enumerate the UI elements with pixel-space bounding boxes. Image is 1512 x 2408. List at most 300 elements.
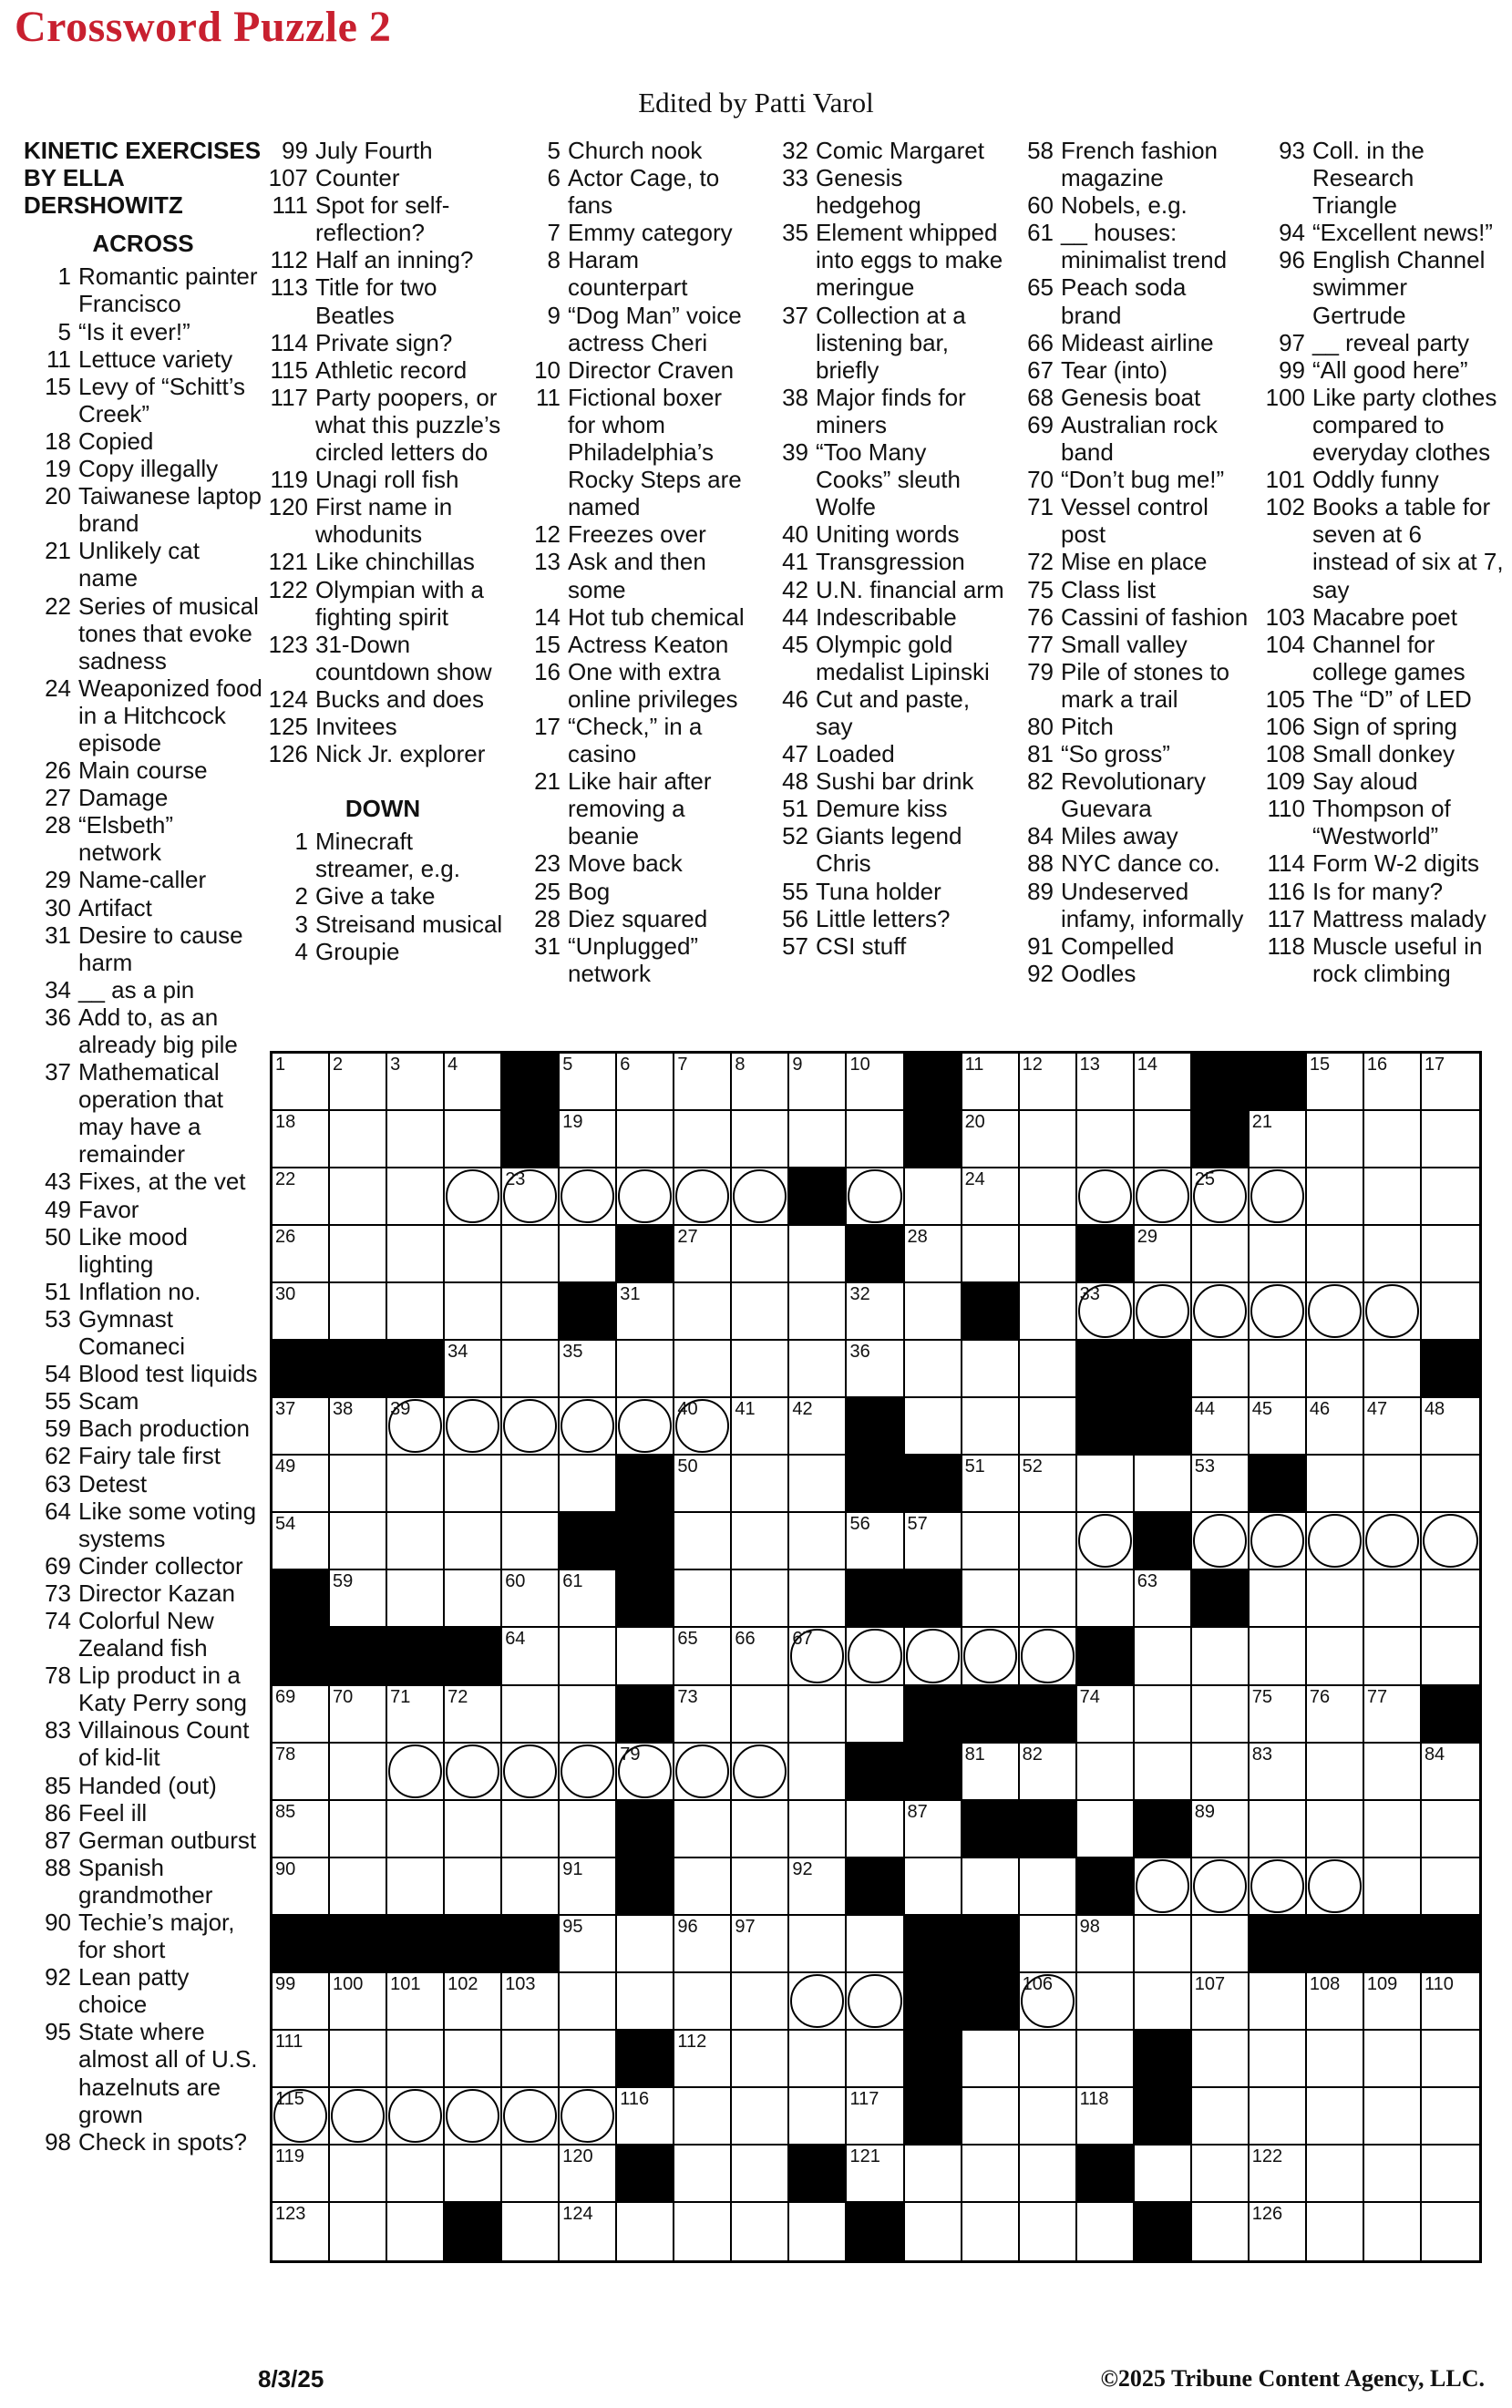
grid-cell[interactable] xyxy=(789,2088,847,2146)
grid-cell[interactable] xyxy=(1192,1513,1250,1570)
grid-cell[interactable] xyxy=(1422,1398,1479,1456)
grid-cell[interactable] xyxy=(1364,1570,1422,1628)
grid-cell[interactable] xyxy=(387,2031,445,2088)
grid-cell[interactable] xyxy=(1020,1916,1077,1973)
grid-cell[interactable] xyxy=(1020,1341,1077,1398)
grid-cell[interactable] xyxy=(905,1801,962,1858)
grid-cell[interactable] xyxy=(1192,1686,1250,1744)
grid-cell[interactable] xyxy=(1020,1456,1077,1513)
grid-cell[interactable] xyxy=(560,1686,617,1744)
grid-cell[interactable] xyxy=(674,1283,732,1341)
grid-cell[interactable] xyxy=(789,2031,847,2088)
grid-cell[interactable] xyxy=(1250,1226,1307,1283)
grid-cell[interactable] xyxy=(905,2146,962,2203)
grid-cell[interactable] xyxy=(1307,1168,1364,1226)
grid-cell[interactable] xyxy=(1307,1054,1364,1111)
grid-cell[interactable] xyxy=(1422,1513,1479,1570)
grid-cell[interactable] xyxy=(1020,1398,1077,1456)
grid-cell[interactable] xyxy=(617,2088,674,2146)
grid-cell[interactable] xyxy=(1422,1283,1479,1341)
grid-cell[interactable] xyxy=(1077,1111,1135,1168)
grid-cell[interactable] xyxy=(1192,1916,1250,1973)
grid-cell[interactable] xyxy=(905,1628,962,1685)
grid-cell[interactable] xyxy=(789,1858,847,1916)
grid-cell[interactable] xyxy=(387,1111,445,1168)
grid-cell[interactable] xyxy=(1192,1226,1250,1283)
grid-cell[interactable] xyxy=(1422,1973,1479,2031)
grid-cell[interactable] xyxy=(1192,2203,1250,2260)
grid-cell[interactable] xyxy=(674,1341,732,1398)
grid-cell[interactable] xyxy=(273,1168,330,1226)
grid-cell[interactable] xyxy=(1422,2203,1479,2260)
grid-cell[interactable] xyxy=(1020,1513,1077,1570)
grid-cell[interactable] xyxy=(445,1686,502,1744)
grid-cell[interactable] xyxy=(847,1973,904,2031)
grid-cell[interactable] xyxy=(674,2088,732,2146)
grid-cell[interactable] xyxy=(387,1801,445,1858)
grid-cell[interactable] xyxy=(330,1283,387,1341)
grid-cell[interactable] xyxy=(273,1111,330,1168)
grid-cell[interactable] xyxy=(674,1054,732,1111)
grid-cell[interactable] xyxy=(1192,1858,1250,1916)
grid-cell[interactable] xyxy=(445,1341,502,1398)
grid-cell[interactable] xyxy=(962,1054,1020,1111)
grid-cell[interactable] xyxy=(732,1973,789,2031)
grid-cell[interactable] xyxy=(674,2203,732,2260)
grid-cell[interactable] xyxy=(502,1686,560,1744)
grid-cell[interactable] xyxy=(330,1744,387,1801)
grid-cell[interactable] xyxy=(674,1398,732,1456)
grid-cell[interactable] xyxy=(1422,2088,1479,2146)
grid-cell[interactable] xyxy=(905,1341,962,1398)
grid-cell[interactable] xyxy=(847,1283,904,1341)
grid-cell[interactable] xyxy=(962,2203,1020,2260)
grid-cell[interactable] xyxy=(789,1111,847,1168)
grid-cell[interactable] xyxy=(789,1916,847,1973)
grid-cell[interactable] xyxy=(560,1054,617,1111)
grid-cell[interactable] xyxy=(560,1973,617,2031)
grid-cell[interactable] xyxy=(387,1973,445,2031)
grid-cell[interactable] xyxy=(732,1111,789,1168)
grid-cell[interactable] xyxy=(847,2146,904,2203)
grid-cell[interactable] xyxy=(1364,1283,1422,1341)
grid-cell[interactable] xyxy=(1307,1973,1364,2031)
grid-cell[interactable] xyxy=(732,1686,789,1744)
grid-cell[interactable] xyxy=(560,2146,617,2203)
grid-cell[interactable] xyxy=(330,1801,387,1858)
grid-cell[interactable] xyxy=(789,1973,847,2031)
grid-cell[interactable] xyxy=(502,1744,560,1801)
grid-cell[interactable] xyxy=(560,2203,617,2260)
grid-cell[interactable] xyxy=(1077,1283,1135,1341)
grid-cell[interactable] xyxy=(1364,2088,1422,2146)
grid-cell[interactable] xyxy=(732,1801,789,1858)
grid-cell[interactable] xyxy=(1422,1054,1479,1111)
grid-cell[interactable] xyxy=(1422,1570,1479,1628)
grid-cell[interactable] xyxy=(1307,1283,1364,1341)
grid-cell[interactable] xyxy=(445,1283,502,1341)
grid-cell[interactable] xyxy=(1250,1398,1307,1456)
crossword-grid[interactable] xyxy=(270,1051,1482,2263)
grid-cell[interactable] xyxy=(1192,1744,1250,1801)
grid-cell[interactable] xyxy=(732,1398,789,1456)
grid-cell[interactable] xyxy=(273,1456,330,1513)
grid-cell[interactable] xyxy=(674,1111,732,1168)
grid-cell[interactable] xyxy=(1364,1628,1422,1685)
grid-cell[interactable] xyxy=(1077,1570,1135,1628)
grid-cell[interactable] xyxy=(789,1456,847,1513)
grid-cell[interactable] xyxy=(674,1226,732,1283)
grid-cell[interactable] xyxy=(273,1744,330,1801)
grid-cell[interactable] xyxy=(1250,1973,1307,2031)
grid-cell[interactable] xyxy=(1077,1916,1135,1973)
grid-cell[interactable] xyxy=(1077,2088,1135,2146)
grid-cell[interactable] xyxy=(1307,1858,1364,1916)
grid-cell[interactable] xyxy=(560,1398,617,1456)
grid-cell[interactable] xyxy=(1307,1226,1364,1283)
grid-cell[interactable] xyxy=(962,1513,1020,1570)
grid-cell[interactable] xyxy=(732,1341,789,1398)
grid-cell[interactable] xyxy=(1422,1744,1479,1801)
grid-cell[interactable] xyxy=(674,1801,732,1858)
grid-cell[interactable] xyxy=(617,1283,674,1341)
grid-cell[interactable] xyxy=(1135,2146,1192,2203)
grid-cell[interactable] xyxy=(387,2088,445,2146)
grid-cell[interactable] xyxy=(330,1513,387,1570)
grid-cell[interactable] xyxy=(1135,1744,1192,1801)
grid-cell[interactable] xyxy=(273,1801,330,1858)
grid-cell[interactable] xyxy=(445,1168,502,1226)
grid-cell[interactable] xyxy=(387,1226,445,1283)
grid-cell[interactable] xyxy=(387,1513,445,1570)
grid-cell[interactable] xyxy=(1250,2146,1307,2203)
grid-cell[interactable] xyxy=(1307,1341,1364,1398)
grid-cell[interactable] xyxy=(1077,1168,1135,1226)
grid-cell[interactable] xyxy=(273,1226,330,1283)
grid-cell[interactable] xyxy=(445,1570,502,1628)
grid-cell[interactable] xyxy=(617,1973,674,2031)
grid-cell[interactable] xyxy=(962,1570,1020,1628)
grid-cell[interactable] xyxy=(789,2203,847,2260)
grid-cell[interactable] xyxy=(789,1628,847,1685)
grid-cell[interactable] xyxy=(273,2031,330,2088)
grid-cell[interactable] xyxy=(1422,1801,1479,1858)
grid-cell[interactable] xyxy=(1020,2203,1077,2260)
grid-cell[interactable] xyxy=(617,1168,674,1226)
grid-cell[interactable] xyxy=(1077,1801,1135,1858)
grid-cell[interactable] xyxy=(1077,1744,1135,1801)
grid-cell[interactable] xyxy=(1135,1168,1192,1226)
grid-cell[interactable] xyxy=(1192,1168,1250,1226)
grid-cell[interactable] xyxy=(789,1513,847,1570)
grid-cell[interactable] xyxy=(330,1973,387,2031)
grid-cell[interactable] xyxy=(789,1341,847,1398)
grid-cell[interactable] xyxy=(330,2146,387,2203)
grid-cell[interactable] xyxy=(1135,1570,1192,1628)
grid-cell[interactable] xyxy=(502,1628,560,1685)
grid-cell[interactable] xyxy=(732,1916,789,1973)
grid-cell[interactable] xyxy=(1364,1168,1422,1226)
grid-cell[interactable] xyxy=(273,1283,330,1341)
grid-cell[interactable] xyxy=(273,1686,330,1744)
grid-cell[interactable] xyxy=(445,1513,502,1570)
grid-cell[interactable] xyxy=(1020,1226,1077,1283)
grid-cell[interactable] xyxy=(1077,1686,1135,1744)
grid-cell[interactable] xyxy=(1020,2031,1077,2088)
grid-cell[interactable] xyxy=(502,2203,560,2260)
grid-cell[interactable] xyxy=(847,1686,904,1744)
grid-cell[interactable] xyxy=(445,1111,502,1168)
grid-cell[interactable] xyxy=(1020,1283,1077,1341)
grid-cell[interactable] xyxy=(1364,2031,1422,2088)
grid-cell[interactable] xyxy=(1250,1570,1307,1628)
grid-cell[interactable] xyxy=(330,1226,387,1283)
grid-cell[interactable] xyxy=(1307,1628,1364,1685)
grid-cell[interactable] xyxy=(1307,1456,1364,1513)
grid-cell[interactable] xyxy=(847,1341,904,1398)
grid-cell[interactable] xyxy=(330,1858,387,1916)
grid-cell[interactable] xyxy=(1422,2146,1479,2203)
grid-cell[interactable] xyxy=(905,1283,962,1341)
grid-cell[interactable] xyxy=(732,1054,789,1111)
grid-cell[interactable] xyxy=(1077,2031,1135,2088)
grid-cell[interactable] xyxy=(1422,2031,1479,2088)
grid-cell[interactable] xyxy=(1250,1628,1307,1685)
grid-cell[interactable] xyxy=(1364,2146,1422,2203)
grid-cell[interactable] xyxy=(732,1570,789,1628)
grid-cell[interactable] xyxy=(560,2088,617,2146)
grid-cell[interactable] xyxy=(674,1744,732,1801)
grid-cell[interactable] xyxy=(962,1398,1020,1456)
grid-cell[interactable] xyxy=(617,1916,674,1973)
grid-cell[interactable] xyxy=(387,1686,445,1744)
grid-cell[interactable] xyxy=(330,2031,387,2088)
grid-cell[interactable] xyxy=(789,1570,847,1628)
grid-cell[interactable] xyxy=(1307,1686,1364,1744)
grid-cell[interactable] xyxy=(1020,1111,1077,1168)
grid-cell[interactable] xyxy=(1250,1341,1307,1398)
grid-cell[interactable] xyxy=(732,2203,789,2260)
grid-cell[interactable] xyxy=(1250,1744,1307,1801)
grid-cell[interactable] xyxy=(330,1398,387,1456)
grid-cell[interactable] xyxy=(273,1054,330,1111)
grid-cell[interactable] xyxy=(502,1801,560,1858)
grid-cell[interactable] xyxy=(502,1283,560,1341)
grid-cell[interactable] xyxy=(674,1916,732,1973)
grid-cell[interactable] xyxy=(330,2088,387,2146)
grid-cell[interactable] xyxy=(502,1858,560,1916)
grid-cell[interactable] xyxy=(502,1456,560,1513)
grid-cell[interactable] xyxy=(1192,1398,1250,1456)
grid-cell[interactable] xyxy=(330,2203,387,2260)
grid-cell[interactable] xyxy=(560,1570,617,1628)
grid-cell[interactable] xyxy=(445,2088,502,2146)
grid-cell[interactable] xyxy=(789,1801,847,1858)
grid-cell[interactable] xyxy=(789,1398,847,1456)
grid-cell[interactable] xyxy=(1192,1801,1250,1858)
grid-cell[interactable] xyxy=(330,1456,387,1513)
grid-cell[interactable] xyxy=(1020,1858,1077,1916)
grid-cell[interactable] xyxy=(387,2146,445,2203)
grid-cell[interactable] xyxy=(732,1744,789,1801)
grid-cell[interactable] xyxy=(1250,1513,1307,1570)
grid-cell[interactable] xyxy=(1364,1111,1422,1168)
grid-cell[interactable] xyxy=(1192,1283,1250,1341)
grid-cell[interactable] xyxy=(732,2146,789,2203)
grid-cell[interactable] xyxy=(732,2031,789,2088)
grid-cell[interactable] xyxy=(387,1744,445,1801)
grid-cell[interactable] xyxy=(445,1226,502,1283)
grid-cell[interactable] xyxy=(1307,2203,1364,2260)
grid-cell[interactable] xyxy=(732,1168,789,1226)
grid-cell[interactable] xyxy=(905,1168,962,1226)
grid-cell[interactable] xyxy=(1135,1973,1192,2031)
grid-cell[interactable] xyxy=(387,1456,445,1513)
grid-cell[interactable] xyxy=(445,1398,502,1456)
grid-cell[interactable] xyxy=(1364,1456,1422,1513)
grid-cell[interactable] xyxy=(674,1456,732,1513)
grid-cell[interactable] xyxy=(962,2031,1020,2088)
grid-cell[interactable] xyxy=(560,1858,617,1916)
grid-cell[interactable] xyxy=(387,1858,445,1916)
grid-cell[interactable] xyxy=(502,1398,560,1456)
grid-cell[interactable] xyxy=(1422,1168,1479,1226)
grid-cell[interactable] xyxy=(560,1341,617,1398)
grid-cell[interactable] xyxy=(1135,1858,1192,1916)
grid-cell[interactable] xyxy=(617,1054,674,1111)
grid-cell[interactable] xyxy=(1020,2146,1077,2203)
grid-cell[interactable] xyxy=(1422,1628,1479,1685)
grid-cell[interactable] xyxy=(1364,1801,1422,1858)
grid-cell[interactable] xyxy=(1250,1801,1307,1858)
grid-cell[interactable] xyxy=(674,1570,732,1628)
grid-cell[interactable] xyxy=(445,1054,502,1111)
grid-cell[interactable] xyxy=(445,1456,502,1513)
grid-cell[interactable] xyxy=(560,2031,617,2088)
grid-cell[interactable] xyxy=(560,1744,617,1801)
grid-cell[interactable] xyxy=(962,1168,1020,1226)
grid-cell[interactable] xyxy=(1020,1168,1077,1226)
grid-cell[interactable] xyxy=(560,1801,617,1858)
grid-cell[interactable] xyxy=(1250,2088,1307,2146)
grid-cell[interactable] xyxy=(1307,1570,1364,1628)
grid-cell[interactable] xyxy=(1077,1973,1135,2031)
grid-cell[interactable] xyxy=(1364,1858,1422,1916)
grid-cell[interactable] xyxy=(1364,2203,1422,2260)
grid-cell[interactable] xyxy=(1364,1744,1422,1801)
grid-cell[interactable] xyxy=(1422,1111,1479,1168)
grid-cell[interactable] xyxy=(387,1054,445,1111)
grid-cell[interactable] xyxy=(445,2146,502,2203)
grid-cell[interactable] xyxy=(502,1168,560,1226)
grid-cell[interactable] xyxy=(1307,2088,1364,2146)
grid-cell[interactable] xyxy=(905,1858,962,1916)
grid-cell[interactable] xyxy=(1192,2031,1250,2088)
grid-cell[interactable] xyxy=(445,2031,502,2088)
grid-cell[interactable] xyxy=(1135,1283,1192,1341)
grid-cell[interactable] xyxy=(1422,1858,1479,1916)
grid-cell[interactable] xyxy=(905,1226,962,1283)
grid-cell[interactable] xyxy=(502,1973,560,2031)
grid-cell[interactable] xyxy=(1307,1111,1364,1168)
grid-cell[interactable] xyxy=(1364,1054,1422,1111)
grid-cell[interactable] xyxy=(962,1111,1020,1168)
grid-cell[interactable] xyxy=(1020,2088,1077,2146)
grid-cell[interactable] xyxy=(1250,2031,1307,2088)
grid-cell[interactable] xyxy=(962,1858,1020,1916)
grid-cell[interactable] xyxy=(560,1916,617,1973)
grid-cell[interactable] xyxy=(1135,1111,1192,1168)
grid-cell[interactable] xyxy=(1020,1744,1077,1801)
grid-cell[interactable] xyxy=(1307,1398,1364,1456)
grid-cell[interactable] xyxy=(1250,2203,1307,2260)
grid-cell[interactable] xyxy=(1077,1456,1135,1513)
grid-cell[interactable] xyxy=(273,1858,330,1916)
grid-cell[interactable] xyxy=(617,2203,674,2260)
grid-cell[interactable] xyxy=(617,1628,674,1685)
grid-cell[interactable] xyxy=(962,2088,1020,2146)
grid-cell[interactable] xyxy=(1135,1916,1192,1973)
grid-cell[interactable] xyxy=(1250,1283,1307,1341)
grid-cell[interactable] xyxy=(1364,1686,1422,1744)
grid-cell[interactable] xyxy=(847,1801,904,1858)
grid-cell[interactable] xyxy=(674,1513,732,1570)
grid-cell[interactable] xyxy=(1135,1226,1192,1283)
grid-cell[interactable] xyxy=(560,1111,617,1168)
grid-cell[interactable] xyxy=(1192,2088,1250,2146)
grid-cell[interactable] xyxy=(732,1226,789,1283)
grid-cell[interactable] xyxy=(1364,1513,1422,1570)
grid-cell[interactable] xyxy=(387,2203,445,2260)
grid-cell[interactable] xyxy=(674,1973,732,2031)
grid-cell[interactable] xyxy=(330,1570,387,1628)
grid-cell[interactable] xyxy=(962,1456,1020,1513)
grid-cell[interactable] xyxy=(617,1744,674,1801)
grid-cell[interactable] xyxy=(847,1168,904,1226)
grid-cell[interactable] xyxy=(560,1168,617,1226)
grid-cell[interactable] xyxy=(330,1168,387,1226)
grid-cell[interactable] xyxy=(847,2088,904,2146)
grid-cell[interactable] xyxy=(560,1628,617,1685)
grid-cell[interactable] xyxy=(617,1111,674,1168)
grid-cell[interactable] xyxy=(1192,2146,1250,2203)
grid-cell[interactable] xyxy=(387,1570,445,1628)
grid-cell[interactable] xyxy=(1192,1973,1250,2031)
grid-cell[interactable] xyxy=(847,1628,904,1685)
grid-cell[interactable] xyxy=(1077,1513,1135,1570)
grid-cell[interactable] xyxy=(789,1283,847,1341)
grid-cell[interactable] xyxy=(502,2031,560,2088)
grid-cell[interactable] xyxy=(1364,1973,1422,2031)
grid-cell[interactable] xyxy=(1250,1111,1307,1168)
grid-cell[interactable] xyxy=(1135,1628,1192,1685)
grid-cell[interactable] xyxy=(1192,1341,1250,1398)
grid-cell[interactable] xyxy=(273,2146,330,2203)
grid-cell[interactable] xyxy=(1135,1456,1192,1513)
grid-cell[interactable] xyxy=(905,1398,962,1456)
grid-cell[interactable] xyxy=(387,1398,445,1456)
grid-cell[interactable] xyxy=(732,1456,789,1513)
grid-cell[interactable] xyxy=(1077,2203,1135,2260)
grid-cell[interactable] xyxy=(445,1801,502,1858)
grid-cell[interactable] xyxy=(789,1744,847,1801)
grid-cell[interactable] xyxy=(905,2203,962,2260)
grid-cell[interactable] xyxy=(847,1513,904,1570)
grid-cell[interactable] xyxy=(387,1168,445,1226)
grid-cell[interactable] xyxy=(962,1341,1020,1398)
grid-cell[interactable] xyxy=(1077,1054,1135,1111)
grid-cell[interactable] xyxy=(962,1628,1020,1685)
